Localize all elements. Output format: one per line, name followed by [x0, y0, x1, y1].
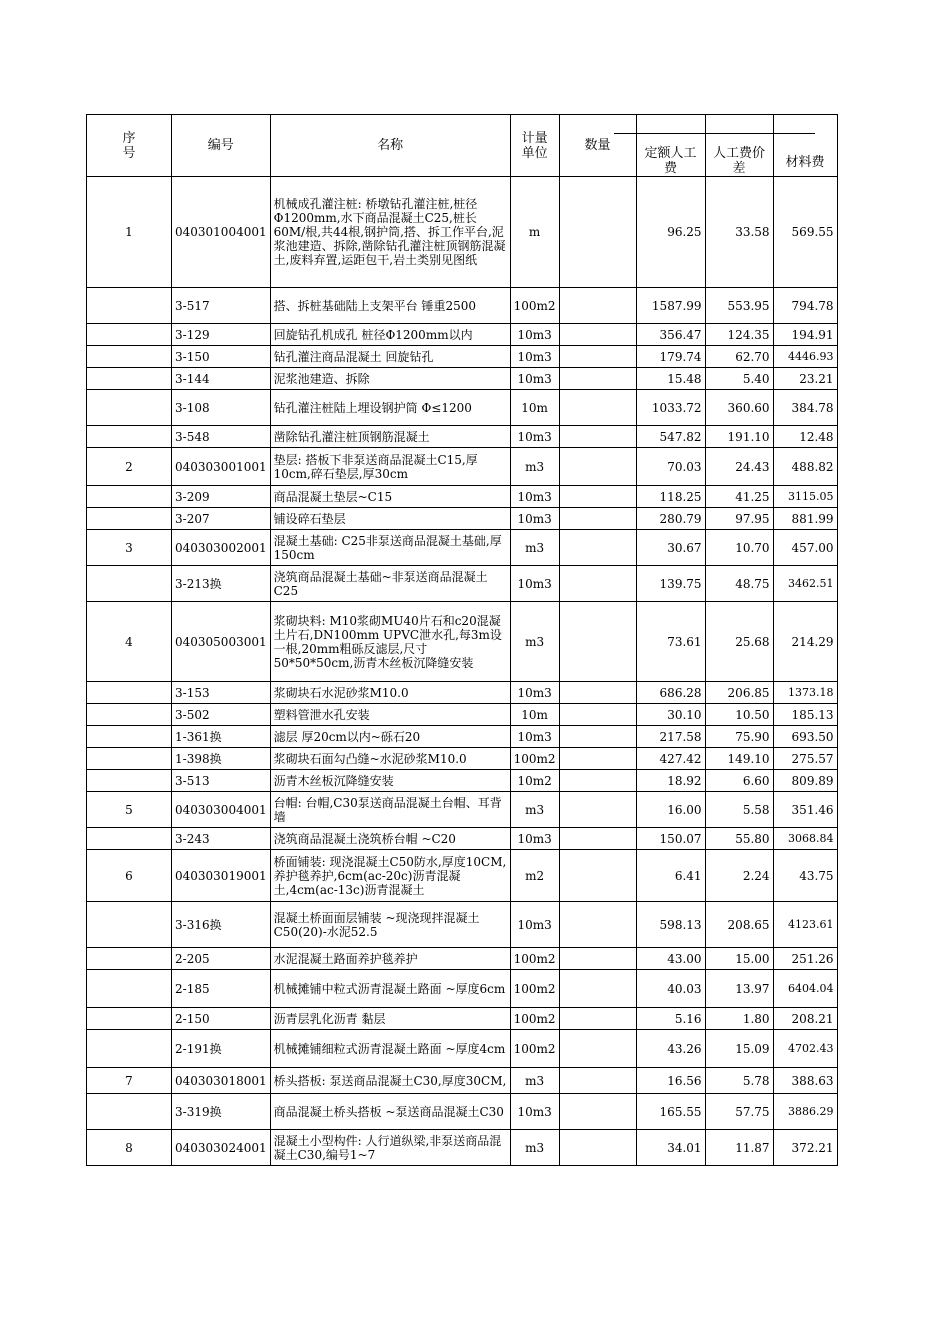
row-labor: 96.25 — [636, 177, 705, 288]
row-qty — [559, 902, 636, 948]
row-labor: 70.03 — [636, 448, 705, 486]
row-unit: m3 — [510, 448, 559, 486]
row-seq — [87, 324, 172, 346]
row-material: 384.78 — [773, 390, 837, 426]
row-code: 3-108 — [172, 390, 271, 426]
row-seq: 3 — [87, 530, 172, 566]
row-code: 3-243 — [172, 828, 271, 850]
table-row — [87, 508, 838, 530]
row-code: 040303002001 — [172, 530, 271, 566]
row-material: 12.48 — [773, 426, 837, 448]
row-labor: 217.58 — [636, 726, 705, 748]
row-unit: m3 — [510, 792, 559, 828]
table-row — [87, 426, 838, 448]
row-seq — [87, 368, 172, 390]
row-qty — [559, 288, 636, 324]
row-qty — [559, 530, 636, 566]
row-code: 040305003001 — [172, 602, 271, 682]
row-qty — [559, 566, 636, 602]
row-seq — [87, 508, 172, 530]
row-unit: 10m3 — [510, 486, 559, 508]
row-qty — [559, 682, 636, 704]
row-labor: 40.03 — [636, 970, 705, 1008]
row-qty — [559, 792, 636, 828]
row-code: 3-207 — [172, 508, 271, 530]
table-row — [87, 850, 838, 902]
row-name: 铺设碎石垫层 — [270, 508, 510, 530]
row-code: 3-517 — [172, 288, 271, 324]
row-name: 混凝土小型构件: 人行道纵梁,非泵送商品混凝土C30,编号1~7 — [270, 1130, 510, 1166]
row-material: 3462.51 — [773, 566, 837, 602]
row-seq: 6 — [87, 850, 172, 902]
row-seq: 2 — [87, 448, 172, 486]
row-seq — [87, 704, 172, 726]
row-material: 275.57 — [773, 748, 837, 770]
row-labor-diff: 206.85 — [705, 682, 773, 704]
row-qty — [559, 704, 636, 726]
row-seq — [87, 682, 172, 704]
row-material: 372.21 — [773, 1130, 837, 1166]
row-name: 机械摊铺中粒式沥青混凝土路面 ~厚度6cm — [270, 970, 510, 1008]
row-code: 3-513 — [172, 770, 271, 792]
header-material: 材料费 — [773, 115, 837, 177]
row-labor: 18.92 — [636, 770, 705, 792]
row-material: 208.21 — [773, 1008, 837, 1030]
row-material: 794.78 — [773, 288, 837, 324]
row-labor-diff: 124.35 — [705, 324, 773, 346]
row-code: 2-205 — [172, 948, 271, 970]
table-row — [87, 1094, 838, 1130]
row-labor-diff: 48.75 — [705, 566, 773, 602]
row-material: 488.82 — [773, 448, 837, 486]
table-row — [87, 970, 838, 1008]
row-unit: 10m3 — [510, 346, 559, 368]
row-code: 040301004001 — [172, 177, 271, 288]
row-unit: 10m — [510, 704, 559, 726]
row-unit: m3 — [510, 1130, 559, 1166]
row-qty — [559, 368, 636, 390]
row-unit: 10m3 — [510, 368, 559, 390]
cost-sheet-table — [86, 114, 838, 1166]
row-labor-diff: 5.58 — [705, 792, 773, 828]
table-row — [87, 566, 838, 602]
row-seq — [87, 486, 172, 508]
row-labor: 598.13 — [636, 902, 705, 948]
row-code: 1-398换 — [172, 748, 271, 770]
row-unit: 10m3 — [510, 726, 559, 748]
row-unit: 10m2 — [510, 770, 559, 792]
row-unit: m2 — [510, 850, 559, 902]
row-seq: 7 — [87, 1068, 172, 1094]
row-code: 3-502 — [172, 704, 271, 726]
row-labor-diff: 553.95 — [705, 288, 773, 324]
row-seq: 1 — [87, 177, 172, 288]
row-code: 040303004001 — [172, 792, 271, 828]
row-qty — [559, 346, 636, 368]
row-labor-diff: 5.40 — [705, 368, 773, 390]
row-labor-diff: 2.24 — [705, 850, 773, 902]
row-labor: 5.16 — [636, 1008, 705, 1030]
row-seq — [87, 828, 172, 850]
table-row — [87, 902, 838, 948]
table-row — [87, 346, 838, 368]
row-material: 4702.43 — [773, 1030, 837, 1068]
table-row — [87, 448, 838, 486]
row-unit: 100m2 — [510, 288, 559, 324]
row-name: 商品混凝土桥头搭板 ~泵送商品混凝土C30 — [270, 1094, 510, 1130]
row-code: 040303019001 — [172, 850, 271, 902]
row-material: 351.46 — [773, 792, 837, 828]
row-name: 桥面铺装: 现浇混凝土C50防水,厚度10CM,养护毯养护,6cm(ac-20c)沥青混凝土,4cm(ac-13c)沥青混凝土 — [270, 850, 510, 902]
table-row — [87, 1008, 838, 1030]
row-labor: 30.10 — [636, 704, 705, 726]
row-code: 2-191换 — [172, 1030, 271, 1068]
row-labor: 427.42 — [636, 748, 705, 770]
row-unit: 10m3 — [510, 1094, 559, 1130]
row-labor: 139.75 — [636, 566, 705, 602]
row-labor-diff: 1.80 — [705, 1008, 773, 1030]
row-code: 3-129 — [172, 324, 271, 346]
row-code: 3-548 — [172, 426, 271, 448]
row-name: 浇筑商品混凝土浇筑桥台帽 ~C20 — [270, 828, 510, 850]
row-labor-diff: 75.90 — [705, 726, 773, 748]
row-labor: 15.48 — [636, 368, 705, 390]
table-row — [87, 748, 838, 770]
row-material: 881.99 — [773, 508, 837, 530]
row-qty — [559, 426, 636, 448]
row-qty — [559, 1030, 636, 1068]
row-labor-diff: 6.60 — [705, 770, 773, 792]
row-material: 194.91 — [773, 324, 837, 346]
row-name: 钻孔灌注商品混凝土 回旋钻孔 — [270, 346, 510, 368]
header-code: 编号 — [172, 115, 271, 177]
row-labor: 547.82 — [636, 426, 705, 448]
row-qty — [559, 390, 636, 426]
row-seq — [87, 1030, 172, 1068]
row-unit: 100m2 — [510, 948, 559, 970]
row-name: 钻孔灌注桩陆上埋设钢护筒 Φ≤1200 — [270, 390, 510, 426]
row-labor: 30.67 — [636, 530, 705, 566]
row-name: 混凝土桥面面层铺装 ~现浇现拌混凝土 C50(20)-水泥52.5 — [270, 902, 510, 948]
row-material: 6404.04 — [773, 970, 837, 1008]
row-seq — [87, 748, 172, 770]
row-material: 3068.84 — [773, 828, 837, 850]
table-row — [87, 486, 838, 508]
row-unit: 10m3 — [510, 828, 559, 850]
row-labor-diff: 360.60 — [705, 390, 773, 426]
table-row — [87, 530, 838, 566]
table-row — [87, 390, 838, 426]
row-name: 凿除钻孔灌注桩顶钢筋混凝土 — [270, 426, 510, 448]
row-labor: 686.28 — [636, 682, 705, 704]
row-name: 水泥混凝土路面养护毯养护 — [270, 948, 510, 970]
row-qty — [559, 177, 636, 288]
row-code: 040303024001 — [172, 1130, 271, 1166]
row-code: 040303001001 — [172, 448, 271, 486]
table-row — [87, 324, 838, 346]
row-material: 809.89 — [773, 770, 837, 792]
row-name: 浆砌块石水泥砂浆M10.0 — [270, 682, 510, 704]
row-labor: 43.26 — [636, 1030, 705, 1068]
row-seq — [87, 770, 172, 792]
row-seq — [87, 566, 172, 602]
row-labor: 16.00 — [636, 792, 705, 828]
row-labor-diff: 33.58 — [705, 177, 773, 288]
row-name: 泥浆池建造、拆除 — [270, 368, 510, 390]
row-code: 3-209 — [172, 486, 271, 508]
row-material: 43.75 — [773, 850, 837, 902]
row-qty — [559, 770, 636, 792]
row-labor-diff: 10.70 — [705, 530, 773, 566]
row-unit: 100m2 — [510, 748, 559, 770]
row-qty — [559, 448, 636, 486]
row-name: 商品混凝土垫层~C15 — [270, 486, 510, 508]
row-qty — [559, 1008, 636, 1030]
header-row — [87, 115, 838, 177]
row-labor: 165.55 — [636, 1094, 705, 1130]
row-seq: 4 — [87, 602, 172, 682]
row-qty — [559, 1094, 636, 1130]
row-material: 569.55 — [773, 177, 837, 288]
header-seq: 序 号 — [87, 115, 172, 177]
row-seq: 8 — [87, 1130, 172, 1166]
row-labor-diff: 208.65 — [705, 902, 773, 948]
row-seq — [87, 902, 172, 948]
row-qty — [559, 970, 636, 1008]
row-seq — [87, 390, 172, 426]
row-name: 混凝土基础: C25非泵送商品混凝土基础,厚150cm — [270, 530, 510, 566]
row-code: 1-361换 — [172, 726, 271, 748]
row-unit: m3 — [510, 602, 559, 682]
row-labor-diff: 191.10 — [705, 426, 773, 448]
row-labor: 16.56 — [636, 1068, 705, 1094]
row-seq — [87, 346, 172, 368]
row-seq — [87, 1094, 172, 1130]
header-labor: 定额人工 费 — [636, 115, 705, 177]
row-code: 3-144 — [172, 368, 271, 390]
row-labor-diff: 57.75 — [705, 1094, 773, 1130]
row-seq — [87, 288, 172, 324]
table-row — [87, 602, 838, 682]
row-labor: 118.25 — [636, 486, 705, 508]
row-unit: 100m2 — [510, 970, 559, 1008]
row-qty — [559, 1130, 636, 1166]
table-row — [87, 682, 838, 704]
row-material: 693.50 — [773, 726, 837, 748]
row-name: 沥青木丝板沉降缝安装 — [270, 770, 510, 792]
row-labor-diff: 62.70 — [705, 346, 773, 368]
row-qty — [559, 602, 636, 682]
row-code: 3-316换 — [172, 902, 271, 948]
row-labor-diff: 149.10 — [705, 748, 773, 770]
row-seq: 5 — [87, 792, 172, 828]
row-name: 塑料管泄水孔安装 — [270, 704, 510, 726]
row-qty — [559, 324, 636, 346]
row-code: 3-153 — [172, 682, 271, 704]
row-unit: m3 — [510, 530, 559, 566]
row-labor-diff: 13.97 — [705, 970, 773, 1008]
row-qty — [559, 850, 636, 902]
row-unit: 10m3 — [510, 508, 559, 530]
row-seq — [87, 1008, 172, 1030]
row-labor-diff: 15.09 — [705, 1030, 773, 1068]
table-row — [87, 948, 838, 970]
header-unit: 计量 单位 — [510, 115, 559, 177]
row-name: 滤层 厚20cm以内~砾石20 — [270, 726, 510, 748]
row-name: 浆砌块料: M10浆砌MU40片石和c20混凝土片石,DN100mm UPVC泄水孔,每3m设一根,20mm粗砾反滤层,尺寸50*50*50cm,沥青木丝板沉降缝安装 — [270, 602, 510, 682]
row-name: 机械摊铺细粒式沥青混凝土路面 ~厚度4cm — [270, 1030, 510, 1068]
row-code: 2-150 — [172, 1008, 271, 1030]
row-code: 3-319换 — [172, 1094, 271, 1130]
row-name: 沥青层乳化沥青 黏层 — [270, 1008, 510, 1030]
row-name: 回旋钻孔机成孔 桩径Φ1200mm以内 — [270, 324, 510, 346]
row-unit: 10m3 — [510, 682, 559, 704]
row-labor: 73.61 — [636, 602, 705, 682]
row-material: 23.21 — [773, 368, 837, 390]
row-name: 搭、拆桩基础陆上支架平台 锤重2500 — [270, 288, 510, 324]
row-material: 3115.05 — [773, 486, 837, 508]
row-labor-diff: 11.87 — [705, 1130, 773, 1166]
header-labor-diff: 人工费价 差 — [705, 115, 773, 177]
header-qty: 数量 — [559, 115, 636, 177]
row-name: 浆砌块石面勾凸缝~水泥砂浆M10.0 — [270, 748, 510, 770]
table-row — [87, 1030, 838, 1068]
row-unit: 10m3 — [510, 902, 559, 948]
row-qty — [559, 726, 636, 748]
row-unit: m — [510, 177, 559, 288]
row-labor-diff: 41.25 — [705, 486, 773, 508]
table-row — [87, 792, 838, 828]
row-material: 4446.93 — [773, 346, 837, 368]
row-name: 桥头搭板: 泵送商品混凝土C30,厚度30CM, — [270, 1068, 510, 1094]
row-name: 机械成孔灌注桩: 桥墩钻孔灌注桩,桩径Φ1200mm,水下商品混凝土C25,桩长60M/根,共44根,钢护筒,搭、拆工作平台,泥浆池建造、拆除,凿除钻孔灌注桩顶钢筋混凝土,废料弃置,运距包干,岩土类别见图纸 — [270, 177, 510, 288]
table-row — [87, 177, 838, 288]
row-material: 185.13 — [773, 704, 837, 726]
row-labor-diff: 25.68 — [705, 602, 773, 682]
row-name: 浇筑商品混凝土基础~非泵送商品混凝土C25 — [270, 566, 510, 602]
header-name: 名称 — [270, 115, 510, 177]
row-code: 2-185 — [172, 970, 271, 1008]
row-labor-diff: 24.43 — [705, 448, 773, 486]
row-code: 3-213换 — [172, 566, 271, 602]
row-seq — [87, 948, 172, 970]
row-material: 4123.61 — [773, 902, 837, 948]
row-code: 040303018001 — [172, 1068, 271, 1094]
row-labor: 150.07 — [636, 828, 705, 850]
row-seq — [87, 726, 172, 748]
row-labor: 6.41 — [636, 850, 705, 902]
row-material: 1373.18 — [773, 682, 837, 704]
row-unit: 100m2 — [510, 1008, 559, 1030]
row-material: 388.63 — [773, 1068, 837, 1094]
row-qty — [559, 748, 636, 770]
row-labor: 1033.72 — [636, 390, 705, 426]
row-unit: 10m3 — [510, 426, 559, 448]
row-labor: 1587.99 — [636, 288, 705, 324]
row-unit: 10m3 — [510, 324, 559, 346]
row-labor-diff: 10.50 — [705, 704, 773, 726]
table-row — [87, 288, 838, 324]
row-material: 457.00 — [773, 530, 837, 566]
row-labor-diff: 97.95 — [705, 508, 773, 530]
row-seq — [87, 970, 172, 1008]
table-row — [87, 368, 838, 390]
table-row — [87, 828, 838, 850]
row-material: 251.26 — [773, 948, 837, 970]
row-material: 3886.29 — [773, 1094, 837, 1130]
row-qty — [559, 828, 636, 850]
table-row — [87, 770, 838, 792]
row-qty — [559, 1068, 636, 1094]
row-labor: 43.00 — [636, 948, 705, 970]
row-qty — [559, 486, 636, 508]
row-labor: 179.74 — [636, 346, 705, 368]
row-material: 214.29 — [773, 602, 837, 682]
row-name: 台帽: 台帽,C30泵送商品混凝土台帽、耳背墙 — [270, 792, 510, 828]
row-labor: 34.01 — [636, 1130, 705, 1166]
row-qty — [559, 948, 636, 970]
row-seq — [87, 426, 172, 448]
table-row — [87, 704, 838, 726]
table-row — [87, 726, 838, 748]
row-labor-diff: 15.00 — [705, 948, 773, 970]
row-labor: 280.79 — [636, 508, 705, 530]
row-unit: 100m2 — [510, 1030, 559, 1068]
table-row — [87, 1068, 838, 1094]
row-qty — [559, 508, 636, 530]
row-name: 垫层: 搭板下非泵送商品混凝土C15,厚10cm,碎石垫层,厚30cm — [270, 448, 510, 486]
table-row — [87, 1130, 838, 1166]
row-labor: 356.47 — [636, 324, 705, 346]
row-unit: m3 — [510, 1068, 559, 1094]
row-labor-diff: 55.80 — [705, 828, 773, 850]
row-unit: 10m — [510, 390, 559, 426]
row-unit: 10m3 — [510, 566, 559, 602]
row-labor-diff: 5.78 — [705, 1068, 773, 1094]
row-code: 3-150 — [172, 346, 271, 368]
